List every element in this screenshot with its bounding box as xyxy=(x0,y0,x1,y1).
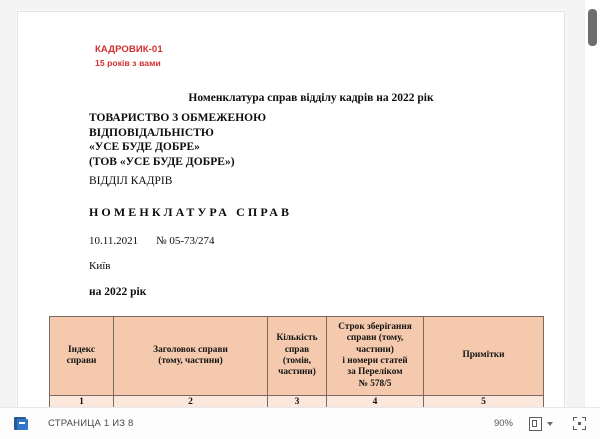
header-line: (томів, xyxy=(282,356,312,366)
document-page xyxy=(17,11,565,408)
brand-name: КАДРОВИК-01 xyxy=(95,44,163,55)
organization-line-2: ВІДПОВІДАЛЬНІСТЮ xyxy=(89,126,214,139)
table-header-row xyxy=(50,317,544,396)
date-number-line xyxy=(89,235,215,247)
header-line: справ xyxy=(284,344,310,355)
zoom-level-label[interactable]: 90% xyxy=(493,418,513,429)
column-number: 2 xyxy=(114,396,268,409)
chevron-down-icon[interactable] xyxy=(547,422,553,426)
table-header-title xyxy=(114,317,268,396)
header-line: (тому, частини) xyxy=(158,356,223,366)
fit-page-icon[interactable] xyxy=(573,417,586,430)
column-number: 3 xyxy=(268,396,327,409)
header-line: частини) xyxy=(356,344,394,355)
table-header-count xyxy=(268,317,327,396)
word-document-icon xyxy=(14,416,29,431)
document-number: № 05-73/274 xyxy=(156,235,215,247)
document-date: 10.11.2021 xyxy=(89,235,139,247)
header-line: за Переліком xyxy=(347,367,403,378)
header-line: Заголовок справи xyxy=(153,344,228,355)
page-heading: Номенклатура справ відділу кадрів на 2022 рік xyxy=(188,92,434,104)
header-line: Індекс xyxy=(67,344,96,355)
organization-line-4: (ТОВ «УСЕ БУДЕ ДОБРЕ») xyxy=(89,155,235,168)
organization-line-3: «УСЕ БУДЕ ДОБРЕ» xyxy=(89,141,200,154)
table-header-retention xyxy=(327,317,424,396)
nomenclature-table xyxy=(49,316,544,408)
organization-line-1: ТОВАРИСТВО З ОБМЕЖЕНОЮ xyxy=(89,112,267,124)
page-layout-icon[interactable] xyxy=(529,417,542,431)
header-line: Кількість xyxy=(276,333,318,344)
column-number: 4 xyxy=(327,396,424,409)
header-line: справи (тому, xyxy=(346,333,404,344)
page-status-label: СТРАНИЦА 1 ИЗ 8 xyxy=(48,418,134,429)
organization-block xyxy=(89,111,266,169)
header-line: і номери статей xyxy=(342,356,408,366)
header-line: № 578/5 xyxy=(358,378,392,389)
city-label: Київ xyxy=(89,260,111,272)
vertical-scrollbar[interactable] xyxy=(584,0,600,408)
table-header-notes xyxy=(424,317,544,396)
page-content xyxy=(18,12,564,408)
header-line: частини) xyxy=(278,367,316,378)
status-bar xyxy=(0,407,600,439)
column-number: 1 xyxy=(50,396,114,409)
scrollbar-thumb[interactable] xyxy=(588,9,597,46)
brand-block xyxy=(95,43,163,70)
header-line: Строк зберігання xyxy=(338,321,412,332)
brand-tagline: 15 років з вами xyxy=(95,57,161,68)
document-title: НОМЕНКЛАТУРА СПРАВ xyxy=(89,205,293,219)
department-label: ВІДДІЛ КАДРІВ xyxy=(89,175,173,187)
header-line: Примітки xyxy=(462,350,505,361)
header-line: справи xyxy=(66,356,97,366)
for-year-label: на 2022 рік xyxy=(89,286,147,298)
table-header-index xyxy=(50,317,114,396)
column-number: 5 xyxy=(424,396,544,409)
